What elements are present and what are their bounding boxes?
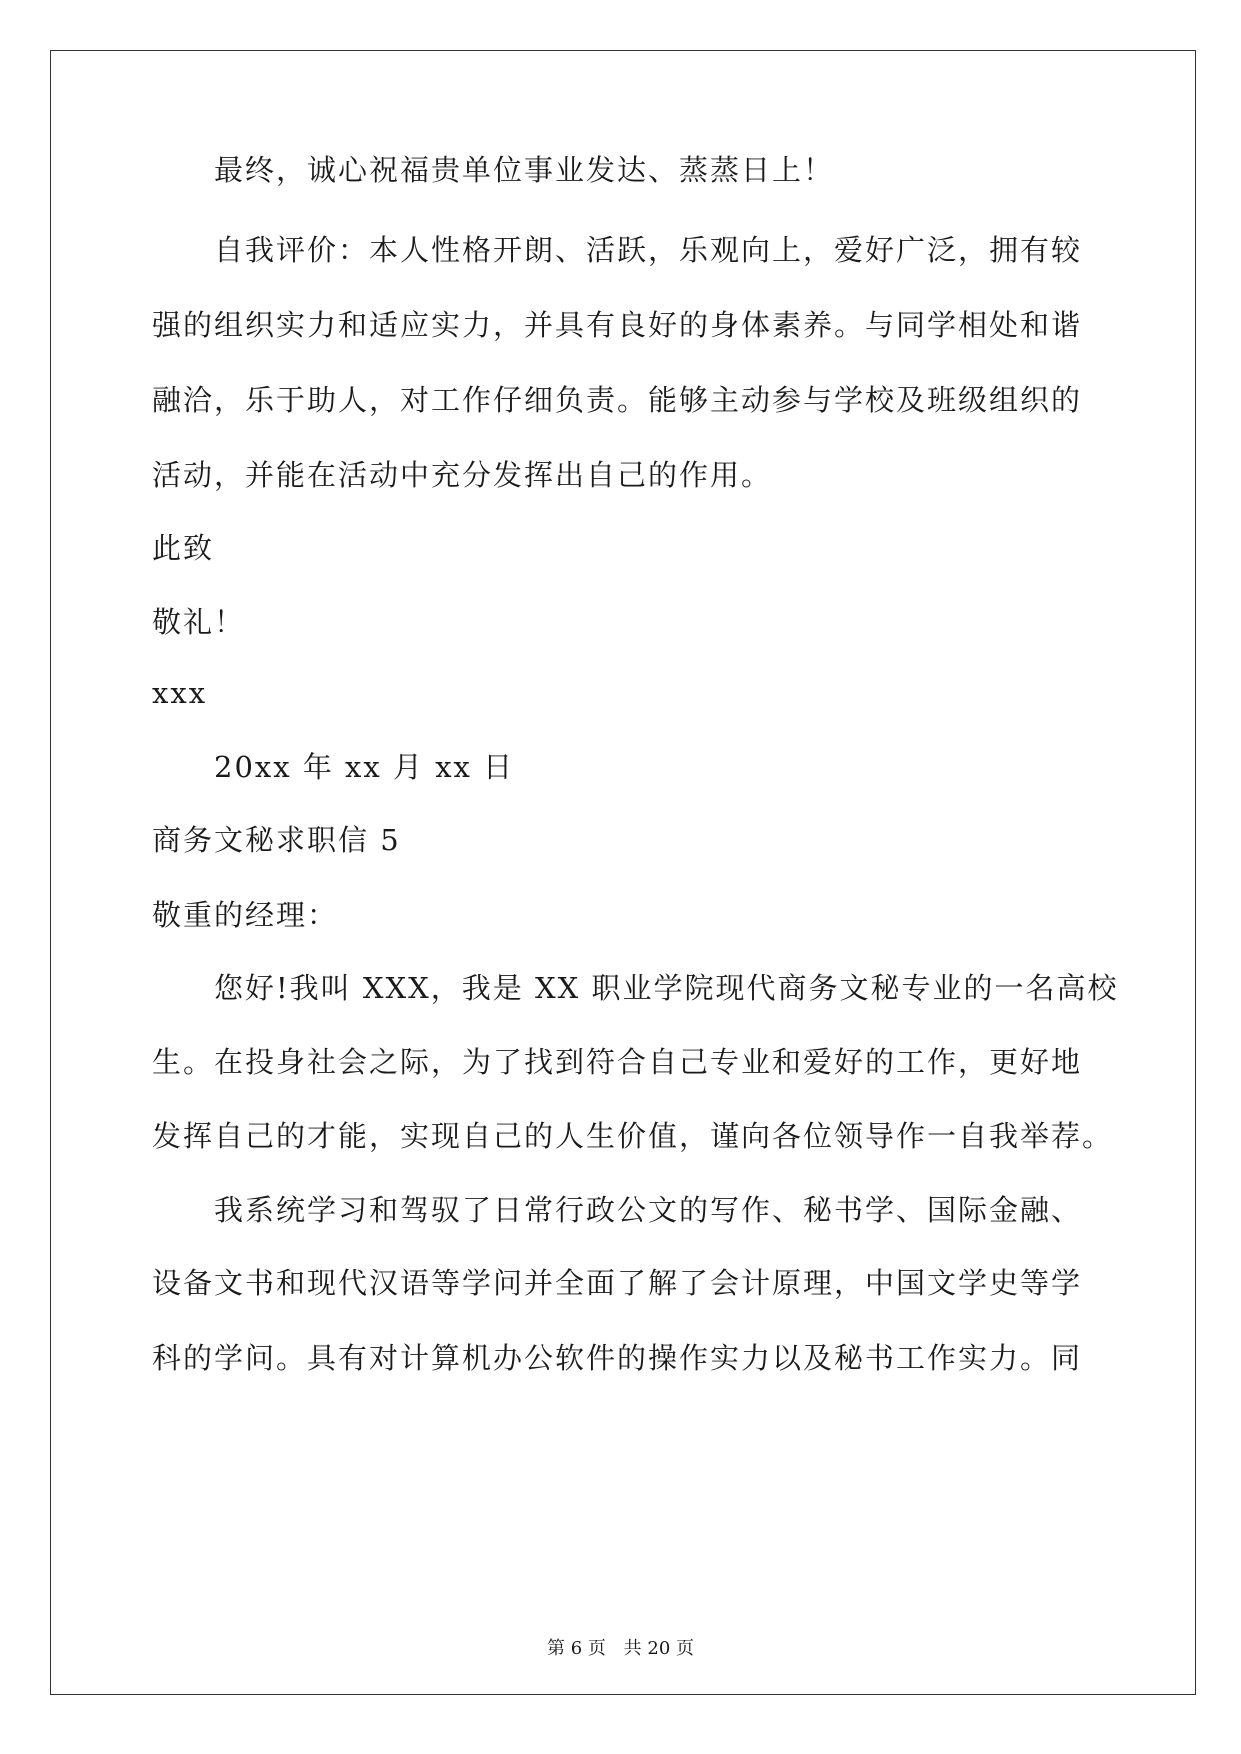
paragraph-self-evaluation-line-1: 自我评价：本人性格开朗、活跃，乐观向上，爱好广泛，拥有较 — [214, 233, 1083, 267]
paragraph-closing-wish: 最终，诚心祝福贵单位事业发达、蒸蒸日上！ — [214, 153, 835, 187]
paragraph-study-line-3: 科的学问。具有对计算机办公软件的操作实力以及秘书工作实力。同 — [152, 1341, 1083, 1375]
page-border — [50, 50, 1196, 1695]
paragraph-self-evaluation-line-4: 活动，并能在活动中充分发挥出自己的作用。 — [152, 458, 773, 492]
paragraph-self-evaluation-line-3: 融洽，乐于助人，对工作仔细负责。能够主动参与学校及班级组织的 — [152, 383, 1083, 417]
signature-date: 20xx 年 xx 月 xx 日 — [214, 750, 515, 784]
salutation-cizhi: 此致 — [152, 531, 215, 565]
paragraph-intro-line-2: 生。在投身社会之际，为了找到符合自己专业和爱好的工作，更好地 — [152, 1045, 1083, 1079]
page-total: 共 20 页 — [623, 1638, 694, 1659]
letter-greeting: 敬重的经理： — [152, 898, 339, 932]
paragraph-self-evaluation-line-2: 强的组织实力和适应实力，并具有良好的身体素养。与同学相处和谐 — [152, 308, 1083, 342]
page-footer — [0, 1634, 1241, 1660]
paragraph-study-line-1: 我系统学习和驾驭了日常行政公文的写作、秘书学、国际金融、 — [214, 1193, 1083, 1227]
paragraph-intro-line-1: 您好!我叫 XXX，我是 XX 职业学院现代商务文秘专业的一名高校 — [214, 971, 1119, 1005]
paragraph-intro-line-3: 发挥自己的才能，实现自己的人生价值，谨向各位领导作一自我举荐。 — [152, 1119, 1114, 1153]
salutation-jingli: 敬礼！ — [152, 605, 246, 639]
page-number: 第 6 页 — [547, 1638, 606, 1659]
section-heading: 商务文秘求职信 5 — [152, 823, 401, 857]
signature-name: xxx — [152, 676, 208, 710]
paragraph-study-line-2: 设备文书和现代汉语等学问并全面了解了会计原理，中国文学史等学 — [152, 1266, 1083, 1300]
